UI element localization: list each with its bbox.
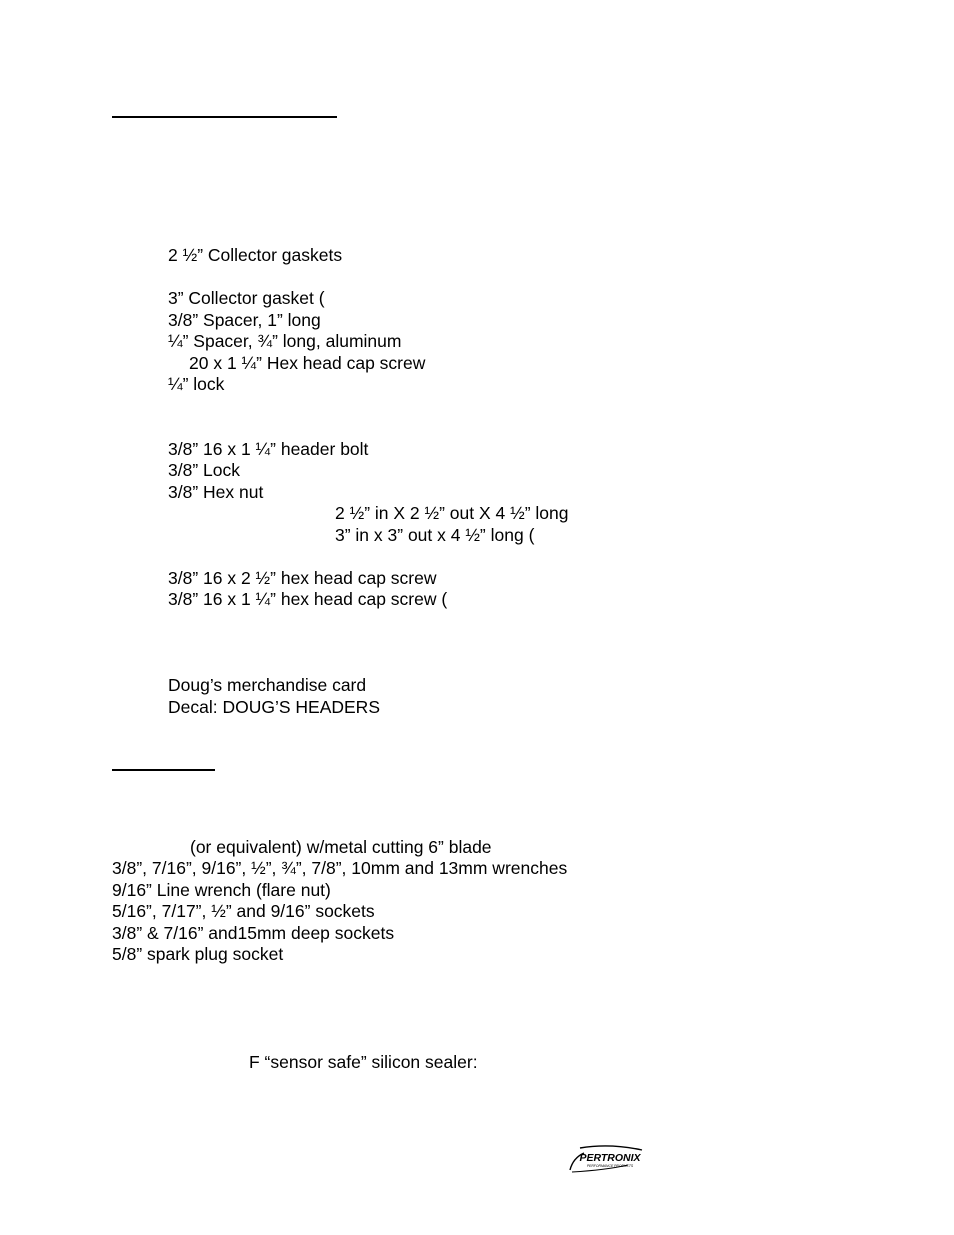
list-item: 5/8” spark plug socket	[112, 944, 284, 964]
list-item: 3/8” 16 x 1 ¼” header bolt	[168, 439, 369, 459]
list-item: 3” in x 3” out x 4 ½” long (	[335, 525, 535, 545]
list-item: 5/16”, 7/17”, ½” and 9/16” sockets	[112, 901, 375, 921]
list-item: 3/8” & 7/16” and15mm deep sockets	[112, 923, 395, 943]
list-item: (or equivalent) w/metal cutting 6” blade	[190, 837, 492, 857]
list-item: 2 ½” Collector gaskets	[168, 245, 343, 265]
logo-tagline: PERFORMANCE PRODUCTS	[586, 1164, 634, 1168]
list-item: 3/8” 16 x 2 ½” hex head cap screw	[168, 568, 437, 588]
section-rule-tools	[112, 769, 215, 771]
list-item: Doug’s merchandise card	[168, 675, 367, 695]
section-rule-parts	[112, 116, 337, 118]
list-item: Decal: DOUG’S HEADERS	[168, 697, 380, 717]
list-item: 3/8” Lock	[168, 460, 240, 480]
list-item: 20 x 1 ¼” Hex head cap screw	[189, 353, 426, 373]
list-item: 3” Collector gasket (	[168, 288, 325, 308]
list-item: 2 ½” in X 2 ½” out X 4 ½” long	[335, 503, 569, 523]
pertronix-logo	[566, 1144, 646, 1174]
list-item: 3/8” Hex nut	[168, 482, 264, 502]
list-item: ¼” lock	[168, 374, 225, 394]
sealer-note: F “sensor safe” silicon sealer:	[249, 1052, 478, 1072]
list-item: 3/8”, 7/16”, 9/16”, ½”, ¾”, 7/8”, 10mm and 13mm wrenches	[112, 858, 568, 878]
list-item: 3/8” 16 x 1 ¼” hex head cap screw (	[168, 589, 448, 609]
logo-brand: PERTRONIX	[579, 1152, 641, 1164]
list-item: 9/16” Line wrench (flare nut)	[112, 880, 331, 900]
list-item: ¼” Spacer, ¾” long, aluminum	[168, 331, 402, 351]
list-item: 3/8” Spacer, 1” long	[168, 310, 321, 330]
